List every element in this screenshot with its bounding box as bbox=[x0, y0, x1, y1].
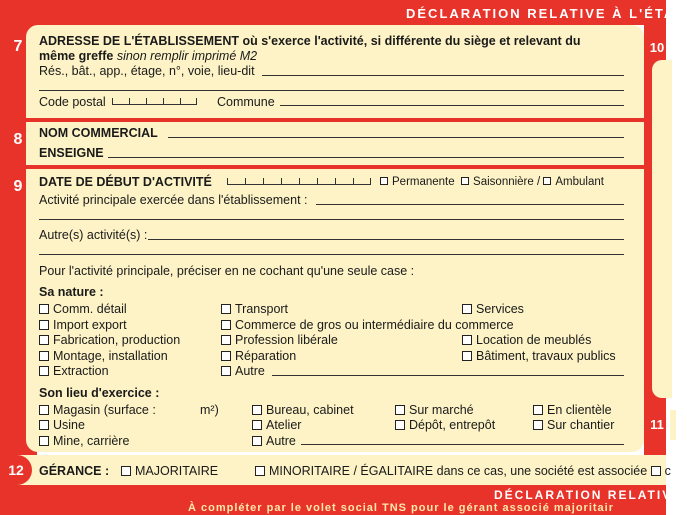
s7-address-field-2[interactable] bbox=[39, 90, 624, 91]
extraction-checkbox[interactable] bbox=[39, 366, 49, 376]
s7-postal-code-boxes[interactable] bbox=[112, 93, 197, 105]
permanente-checkbox[interactable] bbox=[380, 177, 388, 185]
depot-checkbox[interactable] bbox=[395, 420, 405, 430]
associee-checkbox[interactable] bbox=[651, 466, 661, 476]
nature-profession-liberale[interactable]: Profession libérale bbox=[221, 333, 338, 347]
lieu-m2: m²) bbox=[200, 403, 219, 417]
s7-postal-label: Code postal bbox=[39, 95, 106, 109]
nature-reparation[interactable]: Réparation bbox=[221, 349, 296, 363]
s7-title-bold: même greffe bbox=[39, 49, 114, 63]
right-panel-edge-lower bbox=[670, 410, 676, 440]
majoritaire-checkbox[interactable] bbox=[121, 466, 131, 476]
magasin-checkbox[interactable] bbox=[39, 405, 49, 415]
bureau-checkbox[interactable] bbox=[252, 405, 262, 415]
commerce-gros-checkbox[interactable] bbox=[221, 320, 231, 330]
marche-checkbox[interactable] bbox=[395, 405, 405, 415]
s8-nom-commercial-label: NOM COMMERCIAL bbox=[39, 126, 158, 140]
lieu-usine[interactable]: Usine bbox=[39, 418, 85, 432]
footer-subtitle: À compléter par le volet social TNS pour le gérant associé majoritair bbox=[188, 502, 615, 514]
lieu-bureau[interactable]: Bureau, cabinet bbox=[252, 403, 354, 417]
section-number-11: 11 bbox=[650, 417, 664, 432]
nature-location[interactable]: Location de meublés bbox=[462, 333, 591, 347]
nature-autre[interactable]: Autre bbox=[221, 364, 265, 378]
s8-nom-commercial-field[interactable] bbox=[168, 137, 624, 138]
top-header-title: DÉCLARATION RELATIVE À L'ÉTAB bbox=[406, 6, 687, 21]
import-export-checkbox[interactable] bbox=[39, 320, 49, 330]
batiment-checkbox[interactable] bbox=[462, 351, 472, 361]
s7-address-label: Rés., bât., app., étage, n°, voie, lieu-dit bbox=[39, 64, 255, 78]
s9-lieu-label: Son lieu d'exercice : bbox=[39, 386, 160, 400]
saisonniere-label: Saisonnière / bbox=[473, 176, 541, 188]
separator-7-8 bbox=[0, 118, 648, 122]
nature-autre-checkbox[interactable] bbox=[221, 366, 231, 376]
transport-checkbox[interactable] bbox=[221, 304, 231, 314]
profession-liberale-checkbox[interactable] bbox=[221, 335, 231, 345]
services-checkbox[interactable] bbox=[462, 304, 472, 314]
section-number-8: 8 bbox=[13, 131, 23, 148]
section-number-12: 12 bbox=[8, 462, 24, 478]
s9-duration-options bbox=[380, 175, 604, 189]
nature-batiment[interactable]: Bâtiment, travaux publics bbox=[462, 349, 616, 363]
section-number-7: 7 bbox=[13, 38, 23, 55]
s8-enseigne-label: ENSEIGNE bbox=[39, 146, 104, 160]
s12-majoritaire[interactable]: MAJORITAIRE bbox=[121, 464, 218, 478]
nature-commerce-gros[interactable]: Commerce de gros ou intermédiaire du commerce bbox=[221, 318, 514, 332]
lieu-autre-checkbox[interactable] bbox=[252, 436, 262, 446]
permanente-label: Permanente bbox=[392, 176, 455, 188]
s9-autres-activites-label: Autre(s) activité(s) : bbox=[39, 228, 148, 242]
s9-date-boxes[interactable] bbox=[227, 173, 371, 185]
s7-commune-label: Commune bbox=[217, 95, 275, 109]
montage-checkbox[interactable] bbox=[39, 351, 49, 361]
location-checkbox[interactable] bbox=[462, 335, 472, 345]
s9-autres-activites-field-2[interactable] bbox=[39, 254, 624, 255]
mine-checkbox[interactable] bbox=[39, 436, 49, 446]
s9-preciser-text: Pour l'activité principale, préciser en ne cochant qu'une seule case : bbox=[39, 264, 415, 278]
lieu-clientele[interactable]: En clientèle bbox=[533, 403, 612, 417]
lieu-magasin[interactable]: Magasin (surface : bbox=[39, 403, 156, 417]
s7-title-line2 bbox=[39, 49, 257, 63]
section-number-9: 9 bbox=[13, 178, 23, 195]
right-panel-edge-upper bbox=[652, 60, 672, 398]
usine-checkbox[interactable] bbox=[39, 420, 49, 430]
nature-services[interactable]: Services bbox=[462, 302, 524, 316]
s8-enseigne-field[interactable] bbox=[108, 157, 624, 158]
chantier-checkbox[interactable] bbox=[533, 420, 543, 430]
nature-montage[interactable]: Montage, installation bbox=[39, 349, 168, 363]
nature-autre-field[interactable] bbox=[272, 375, 624, 376]
nature-comm-detail[interactable]: Comm. détail bbox=[39, 302, 127, 316]
comm-detail-checkbox[interactable] bbox=[39, 304, 49, 314]
lieu-depot[interactable]: Dépôt, entrepôt bbox=[395, 418, 495, 432]
fabrication-checkbox[interactable] bbox=[39, 335, 49, 345]
s7-title: ADRESSE DE L'ÉTABLISSEMENT où s'exerce l'activité, si différente du siège et relevant du bbox=[39, 34, 581, 48]
s9-autres-activites-field[interactable] bbox=[148, 239, 624, 240]
nature-transport[interactable]: Transport bbox=[221, 302, 288, 316]
s7-address-field[interactable] bbox=[262, 75, 624, 76]
nature-fabrication[interactable]: Fabrication, production bbox=[39, 333, 180, 347]
section-number-10: 10 bbox=[649, 40, 665, 55]
saisonniere-checkbox[interactable] bbox=[461, 177, 469, 185]
s12-minoritaire[interactable]: MINORITAIRE / ÉGALITAIRE dans ce cas, une société est associée c bbox=[255, 464, 671, 478]
atelier-checkbox[interactable] bbox=[252, 420, 262, 430]
lieu-marche[interactable]: Sur marché bbox=[395, 403, 474, 417]
s9-activite-principale-field-2[interactable] bbox=[39, 219, 624, 220]
clientele-checkbox[interactable] bbox=[533, 405, 543, 415]
s7-title-italic: sinon remplir imprimé M2 bbox=[116, 49, 258, 63]
ambulant-label: Ambulant bbox=[555, 176, 604, 188]
lieu-autre[interactable]: Autre bbox=[252, 434, 296, 448]
ambulant-checkbox[interactable] bbox=[543, 177, 551, 185]
nature-import-export[interactable]: Import export bbox=[39, 318, 127, 332]
lieu-autre-field[interactable] bbox=[301, 444, 624, 445]
minoritaire-checkbox[interactable] bbox=[255, 466, 265, 476]
s9-activite-principale-field[interactable] bbox=[316, 204, 624, 205]
footer-title: DÉCLARATION RELATIV bbox=[494, 488, 673, 502]
separator-8-9 bbox=[0, 165, 648, 169]
lieu-mine[interactable]: Mine, carrière bbox=[39, 434, 129, 448]
nature-extraction[interactable]: Extraction bbox=[39, 364, 109, 378]
s9-activite-principale-label: Activité principale exercée dans l'établissement : bbox=[39, 193, 308, 207]
s12-gerance-label: GÉRANCE : bbox=[39, 464, 110, 478]
lieu-chantier[interactable]: Sur chantier bbox=[533, 418, 614, 432]
s7-commune-field[interactable] bbox=[280, 105, 624, 106]
s9-date-label: DATE DE DÉBUT D'ACTIVITÉ bbox=[39, 175, 212, 189]
reparation-checkbox[interactable] bbox=[221, 351, 231, 361]
s9-nature-label: Sa nature : bbox=[39, 285, 104, 299]
lieu-atelier[interactable]: Atelier bbox=[252, 418, 301, 432]
